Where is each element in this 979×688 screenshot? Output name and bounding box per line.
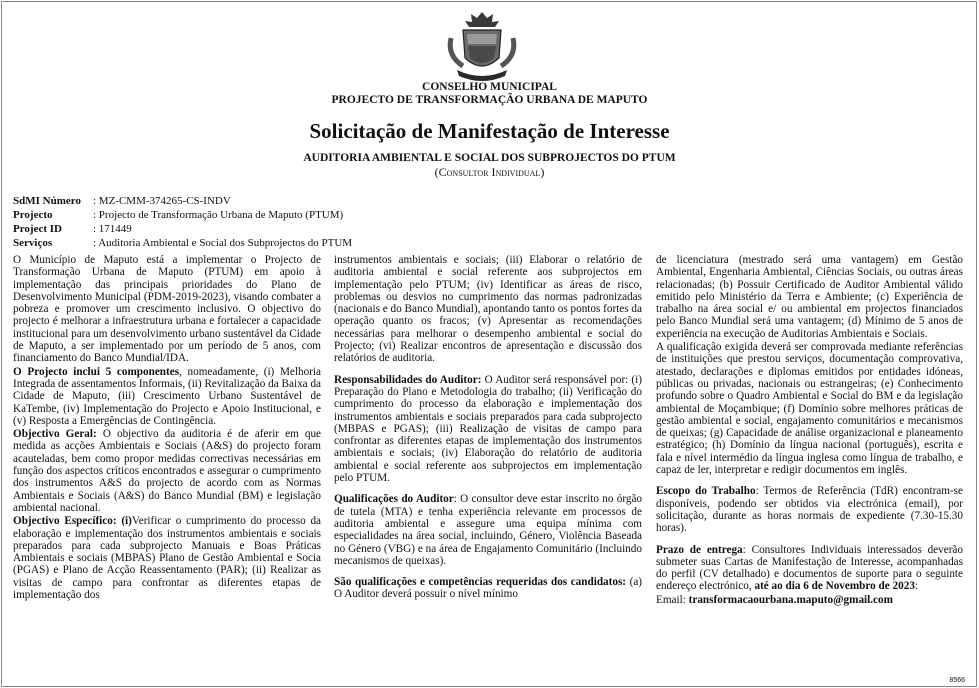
column-3	[656, 254, 963, 607]
sdmi-value: : MZ-CMM-374265-CS-INDV	[93, 195, 231, 207]
general-objective-paragraph	[13, 428, 321, 514]
ad-reference: 8566	[949, 677, 965, 684]
scope-text: : Termos de Referência (TdR) encontram-se disponíveis, podendo ser obtidos via electrónica (email), por solicitação, durante as horas normais de expediente (7.30-15.30 horas).	[656, 485, 964, 535]
page-title: Solicitação de Manifestação de Interesse	[309, 119, 670, 143]
email-line	[656, 594, 963, 606]
municipal-emblem-icon	[441, 8, 523, 86]
components-text: , nomeadamente, (i) Melhoria Integrada de assentamentos Informais, (ii) Revitalização da Baixa da Cidade de Maputo, (iii) Crescimento Urbano Sustentável de KaTembe, (iv) Implementação do Projecto e Apoio Institucional, e (v) Resposta a Emergências de Contingência.	[13, 365, 321, 427]
scope-heading: Escopo do Trabalho	[656, 485, 756, 498]
qualifications-heading: Qualificações do Auditor	[334, 493, 454, 506]
intro-paragraph: O Município de Maputo está a implementar o Projecto de Transformação Urbana de Maputo (PTUM) em apoio à implementação das principais prioridades do Plano de Desenvolvimento Municipal (PDM-2019-2023), visando combater a pobreza e promover um crescimento inclusivo. O objectivo do projecto é melhorar a infraestrutura urbana e fortalecer a capacidade institucional para um desenvolvimento urbano sustentável da Cidade de Maputo, a ser implementado por um período de 5 anos, com financiamento do Banco Mundial/IDA.	[13, 254, 321, 365]
qualification-proof-paragraph: A qualificação exigida deverá ser comprovada mediante referências de instituições que prestou serviços, documentação comprovativa, atestado, declarações e diplomas emitidos por entidades idóneas, públicas ou privadas, nacionais ou estrangeiras; (e) Conhecimento profundo sobre o Quadro Ambiental e Social do BM e da legislação ambiental de Moçambique; (f) Domínio sobre melhores práticas de gestão ambiental e social, engajamento comunitários e mecanismos de queixas; (g) Capacidade de análise organizacional e planeamento estratégico; (h) Domínio da língua nacional (português), escrita e fala e nível intermédio da língua inglesa como língua de trabalho, e capaz de ler, interpretar e redigir documentos em inglês.	[656, 341, 963, 477]
projecto-value: : Projecto de Transformação Urbana de Maputo (PTUM)	[93, 209, 344, 221]
general-objective-text: O objectivo da auditoria é de aferir em que medida as acções Ambientais e Sociais (A&S) do projecto foram acauteladas, bem como propor medidas correctivas necessárias em função dos aspectos críticos encontrados e assegurar o cumprimento dos instrumentos A&S do projecto de acordo com as Normas Ambientais e Sociais (A&S) do Banco Mundial (BM) e legislação ambiental nacional.	[13, 428, 322, 514]
qualifications-paragraph	[334, 493, 642, 567]
project-id-value: : 171449	[93, 223, 132, 235]
council-heading	[0, 81, 979, 107]
specific-objective-heading: Objectivo Específico: (i)	[13, 515, 132, 528]
deadline-end: :	[914, 580, 919, 593]
page-subtitle: AUDITORIA AMBIENTAL E SOCIAL DOS SUBPROJECTOS DO PTUM	[303, 152, 676, 164]
sdmi-label: SdMI Número	[13, 195, 81, 207]
deadline-heading: Prazo de entrega	[656, 543, 743, 556]
reference-block	[13, 194, 352, 250]
deadline-text: : Consultores Individuais interessados deverão submeter suas Cartas de Manifestação de Interesse, acompanhadas do perfil (CV detalhado) e documentos de suporte para o seguinte endereço electrónico,	[656, 543, 963, 593]
column-1	[13, 254, 321, 602]
components-paragraph	[13, 366, 321, 427]
projecto-label: Projecto	[13, 209, 53, 221]
specific-objective-paragraph	[13, 515, 321, 601]
objectives-continued: instrumentos ambientais e sociais; (iii) Elaborar o relatório de auditoria ambiental e social referente aos subprojectos em implementação pelo PTUM; (iv) Identificar as áreas de risco, problemas ou desvios no cumprimento das normas padronizadas (nacionais e do Banco Mundial), apontando tanto os pontos fortes da operação quanto os fracos; (v) Apresentar as recomendações necessárias para melhorar o desempenho ambiental e social do Projecto; (vi) Realizar encontros de apresentação e discussão dos relatórios de auditoria.	[334, 254, 642, 365]
responsibilities-text: O Auditor será responsável por: (i) Preparação do Plano e Metodologia do trabalho; (ii) Verificação do cumprimento do processo da elaboração e implementação dos instrumentos ambientais e sociais preparados para cada subprojecto (MBPAS e PGAS); (iii) Realização de visitas de campo para confrontar as diferentes etapas de implementação dos instrumentos ambientais e sociais; (iv) Elaboração do relatório de auditoria ambiental e social referente aos subprojectos em implementação pelo PTUM.	[334, 373, 642, 485]
competencies-paragraph	[334, 576, 642, 601]
specific-objective-text: Verificar o cumprimento do processo da elaboração e implementação dos instrumentos ambientais e sociais preparados para cada subprojecto Manuais e Boas Práticas Ambientais e sociais (MBPAS) Plano de Gestão Ambiental e Socia (PGAS) e Plano de Acção Reassentamento (PAR); (ii) Realizar as visitas de campo para confrontar as diferentes etapas de implementação dos	[13, 515, 322, 602]
email-address[interactable]: transformacaourbana.maputo@gmail.com	[688, 593, 893, 606]
scope-paragraph	[656, 485, 963, 534]
competencies-text: (a) O Auditor deverá possuir o nível mínimo	[334, 576, 643, 601]
servicos-label: Serviços	[13, 237, 53, 249]
deadline-paragraph	[656, 544, 963, 593]
responsibilities-paragraph	[334, 374, 642, 485]
project-name: PROJECTO DE TRANSFORMAÇÃO URBANA DE MAPUTO	[331, 94, 648, 106]
council-name: CONSELHO MUNICIPAL	[422, 81, 557, 93]
competencies-heading: São qualificações e competências requeridas dos candidatos:	[334, 576, 627, 589]
column-2	[334, 254, 642, 602]
consultant-type: (Consultor Individual)	[434, 165, 545, 179]
project-id-label: Project ID	[13, 223, 62, 235]
qualifications-text: : O consultor deve estar inscrito no órgão de tutela (MTA) e tenha experiência relevante em processos de auditoria ambiental e assegure uma equipa mínima com especialidades na área social, incluindo, Género, Violência Baseada no Género (VBG) e na área de Engajamento Comunitário (Incluindo mecanismos de queixas).	[334, 493, 643, 567]
general-objective-heading: Objectivo Geral:	[13, 428, 97, 441]
competencies-continued: de licenciatura (mestrado será uma vantagem) em Gestão Ambiental, Engenharia Ambiental, Ciências Sociais, ou outras áreas relacionadas; (b) Possuir Certificado de Auditor Ambiental válido emitido pelo Ministério da Terra e Ambiente; (c) Experiência de trabalho na área social e/ ou ambiental em projectos financiados pelo Banco Mundial será uma vantagem; (d) Mínimo de 5 anos de experiência na execução de Auditorias Ambientais e Sociais.	[656, 254, 963, 340]
components-heading: O Projecto inclui 5 componentes	[13, 365, 180, 378]
deadline-date: até ao dia 6 de Novembro de 2023	[754, 580, 915, 593]
responsibilities-heading: Responsabilidades do Auditor:	[334, 373, 482, 386]
servicos-value: : Auditoria Ambiental e Social dos Subprojectos do PTUM	[93, 237, 353, 249]
email-label: Email:	[656, 593, 689, 606]
